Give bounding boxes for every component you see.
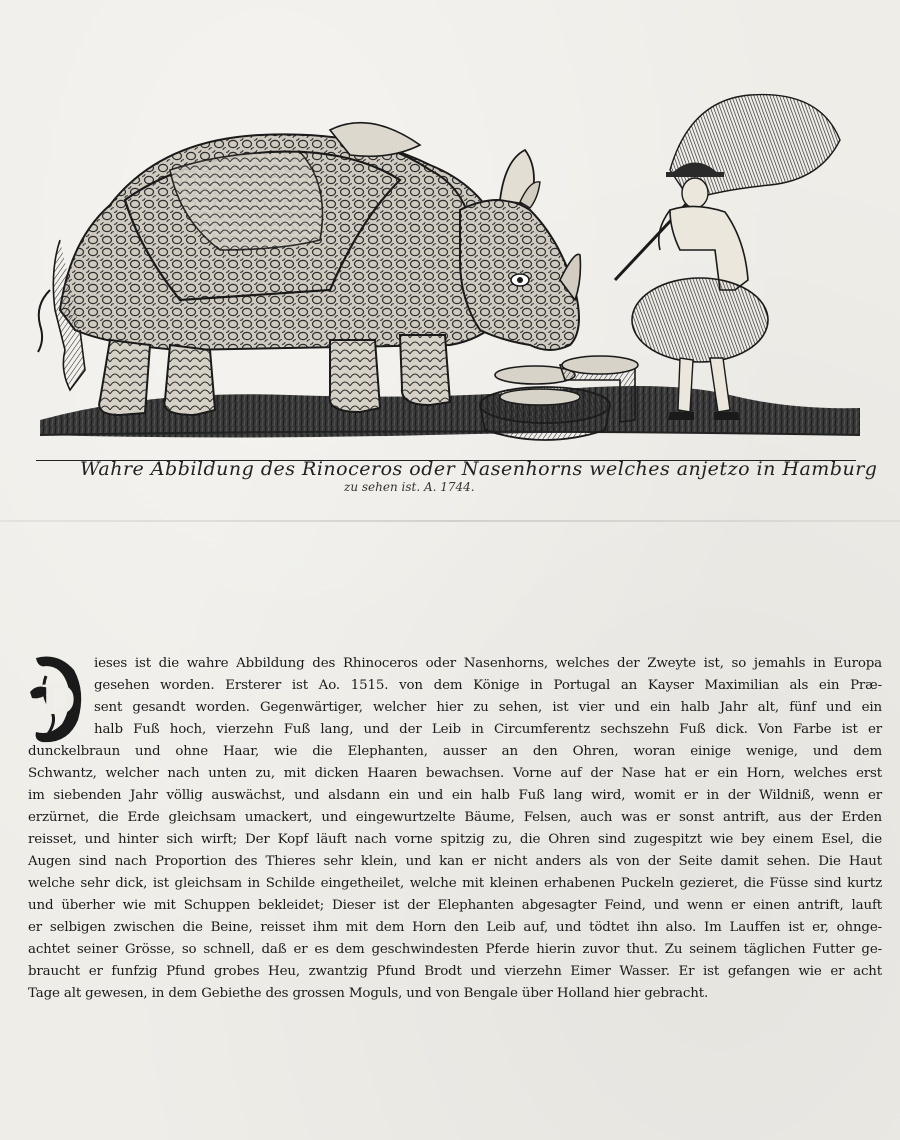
keeper-figure (615, 95, 840, 420)
text-line: er selbigen zwischen die Beine, reisset ihm mit dem Horn den Leib auf, und tödtet ihn also. Im Lauffen ist er, ohnge- (28, 920, 882, 935)
text-line: erzürnet, die Erde gleichsam umackert, und eingewurtzelte Bäume, Felsen, auch was er sonst antrift, aus der Erden (28, 810, 882, 825)
engraving-caption-date: zu sehen ist. A. 1744. (344, 480, 475, 494)
feeding-basket (480, 387, 610, 440)
text-line: Tage alt gewesen, in dem Gebiethe des grossen Moguls, und von Bengale über Holland hier gebracht. (28, 986, 709, 1001)
text-line: Schwantz, welcher nach unten zu, mit dicken Haaren bewachsen. Vorne auf der Nase hat er ein Horn, welches erst (28, 766, 882, 781)
drop-cap-letter: D (40, 677, 76, 724)
text-line: braucht er funfzig Pfund grobes Heu, zwantzig Pfund Brodt und vierzehn Eimer Wasser. Er ist gefangen wie er acht (28, 964, 882, 979)
text-line: im siebenden Jahr völlig auswächst, und alsdann ein und ein halb Fuß lang wird, womit er in der Wildniß, wenn er (28, 788, 882, 803)
text-line: welche sehr dick, ist gleichsam in Schilde eingetheilet, welche mit kleinen erhabenen Puckeln gezieret, die Füsse sind kurtz (28, 876, 882, 891)
text-line: halb Fuß hoch, vierzehn Fuß lang, und der Leib in Circumferentz sechszehn Fuß dick. Von Farbe ist er (94, 722, 882, 737)
text-line: Augen sind nach Proportion des Thieres sehr klein, und kan er nicht anders als von der Seite damit sehen. Die Haut (28, 854, 882, 869)
paper-fold-line (0, 520, 900, 522)
engraving-caption: Wahre Abbildung des Rinoceros oder Nasenhorns welches anjetzo in Hamburg (80, 458, 878, 480)
text-line: ieses ist die wahre Abbildung des Rhinoceros oder Nasenhorns, welches der Zweyte ist, so jemahls in Europa (94, 656, 882, 671)
text-line: und überher wie mit Schuppen bekleidet; Dieser ist der Elephanten abgesagter Feind, und wenn er einen antrift, lauft (28, 898, 882, 913)
text-line: sent gesandt worden. Gegenwärtiger, welcher hier zu sehen, ist vier und ein halb Jahr alt, fünf und ein (94, 700, 882, 715)
text-line: achtet seiner Grösse, so schnell, daß er es dem geschwindesten Pferde hierin zuvor thut. Zu seinem täglichen Futter ge- (28, 942, 882, 957)
text-line: gesehen worden. Ersterer ist Ao. 1515. von dem Könige in Portugal an Kayser Maximilian als ein Præ- (94, 678, 882, 693)
rhinoceros-engraving (30, 90, 870, 460)
drop-cap-ornament (28, 652, 88, 748)
text-line: dunckelbraun und ohne Haar, wie die Elephanten, ausser an den Ohren, woran einige wenige, und dem (28, 744, 882, 759)
text-line: reisset, und hinter sich wirft; Der Kopf läuft nach vorne spitzig zu, die Ohren sind zugespitzt wie bey einem Esel, die (28, 832, 882, 847)
